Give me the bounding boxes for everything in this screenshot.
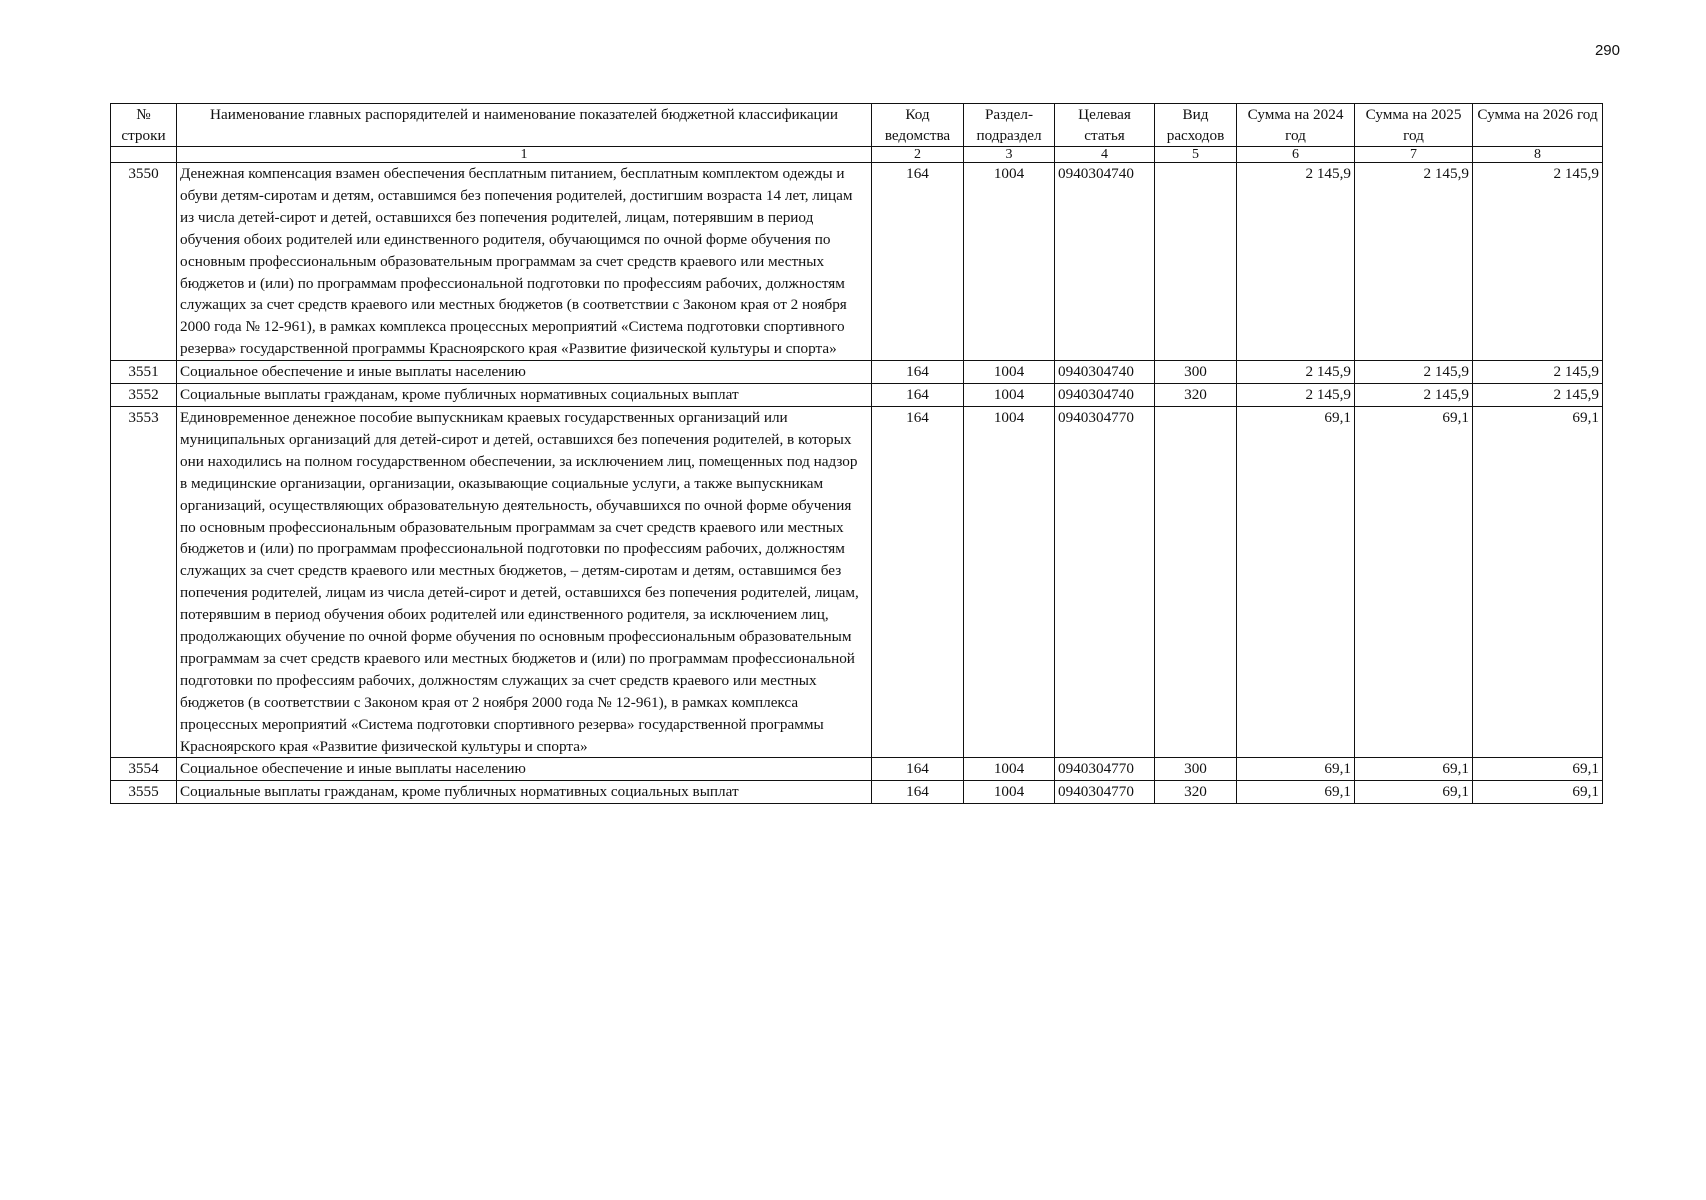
row-sum-2026: 2 145,9 bbox=[1473, 384, 1603, 407]
row-name: Социальные выплаты гражданам, кроме публичных нормативных социальных выплат bbox=[177, 384, 872, 407]
column-number: 5 bbox=[1155, 147, 1237, 163]
header-sum-2025: Сумма на 2025 год bbox=[1355, 104, 1473, 147]
row-expense-kind bbox=[1155, 163, 1237, 361]
row-dept-code: 164 bbox=[872, 758, 964, 781]
column-number: 8 bbox=[1473, 147, 1603, 163]
row-expense-kind bbox=[1155, 406, 1237, 758]
row-sum-2024: 2 145,9 bbox=[1237, 384, 1355, 407]
header-row bbox=[111, 104, 1603, 147]
row-sum-2026: 2 145,9 bbox=[1473, 361, 1603, 384]
row-name: Единовременное денежное пособие выпускникам краевых государственных организаций или муниципальных организаций для детей-сирот и детей, оставшихся без попечения родителей, в которых они находились на полном государственном обеспечении, за исключением лиц, помещенных под надзор в медицинские организации, организации, оказывающие социальные услуги, а также выпускникам организаций, осуществляющих образовательную деятельность, обучавшихся по очной форме обучения по основным профессиональным образовательным программам за счет средств краевого или местных бюджетов и (или) по программам профессиональной подготовки по профессиям рабочих, должностям служащих за счет средств краевого или местных бюджетов, – детям-сиротам и детям, оставшимся без попечения родителей, лицам из числа детей-сирот и детей, оставшихся без попечения родителей, лицам, потерявшим в период обучения обоих родителей или единственного родителя, за исключением лиц, продолжающих обучение по очной форме обучения по основным профессиональным образовательным программам за счет средств краевого или местных бюджетов и (или) по программам профессиональной подготовки по профессиям рабочих, должностям служащих за счет средств краевого или местных бюджетов (в соответствии с Законом края от 2 ноября 2000 года № 12-961), в рамках комплекса процессных мероприятий «Система подготовки спортивного резерва» государственной программы Красноярского края «Развитие физической культуры и спорта» bbox=[177, 406, 872, 758]
row-target-article: 0940304740 bbox=[1055, 163, 1155, 361]
row-name: Социальные выплаты гражданам, кроме публичных нормативных социальных выплат bbox=[177, 781, 872, 804]
row-name: Социальное обеспечение и иные выплаты населению bbox=[177, 758, 872, 781]
row-sum-2026: 69,1 bbox=[1473, 406, 1603, 758]
row-dept-code: 164 bbox=[872, 361, 964, 384]
header-expense-kind: Вид расходов bbox=[1155, 104, 1237, 147]
row-number: 3551 bbox=[111, 361, 177, 384]
header-sum-2026: Сумма на 2026 год bbox=[1473, 104, 1603, 147]
table-row bbox=[111, 163, 1603, 361]
row-name: Социальное обеспечение и иные выплаты населению bbox=[177, 361, 872, 384]
row-target-article: 0940304770 bbox=[1055, 758, 1155, 781]
row-dept-code: 164 bbox=[872, 781, 964, 804]
row-expense-kind: 300 bbox=[1155, 361, 1237, 384]
row-target-article: 0940304740 bbox=[1055, 361, 1155, 384]
row-dept-code: 164 bbox=[872, 384, 964, 407]
table-row bbox=[111, 781, 1603, 804]
header-target-article: Целевая статья bbox=[1055, 104, 1155, 147]
column-number bbox=[111, 147, 177, 163]
row-sum-2026: 69,1 bbox=[1473, 758, 1603, 781]
row-expense-kind: 300 bbox=[1155, 758, 1237, 781]
table-row bbox=[111, 758, 1603, 781]
row-number: 3553 bbox=[111, 406, 177, 758]
column-number: 7 bbox=[1355, 147, 1473, 163]
row-target-article: 0940304740 bbox=[1055, 384, 1155, 407]
row-section: 1004 bbox=[964, 781, 1055, 804]
row-sum-2025: 69,1 bbox=[1355, 781, 1473, 804]
table-row bbox=[111, 361, 1603, 384]
row-section: 1004 bbox=[964, 758, 1055, 781]
row-sum-2025: 2 145,9 bbox=[1355, 361, 1473, 384]
row-section: 1004 bbox=[964, 361, 1055, 384]
row-sum-2024: 2 145,9 bbox=[1237, 361, 1355, 384]
header-name: Наименование главных распорядителей и наименование показателей бюджетной классификации bbox=[177, 104, 872, 147]
row-number: 3550 bbox=[111, 163, 177, 361]
row-sum-2025: 69,1 bbox=[1355, 758, 1473, 781]
row-sum-2026: 69,1 bbox=[1473, 781, 1603, 804]
row-sum-2024: 69,1 bbox=[1237, 758, 1355, 781]
header-section: Раздел-подраздел bbox=[964, 104, 1055, 147]
row-sum-2024: 2 145,9 bbox=[1237, 163, 1355, 361]
header-row-no: № строки bbox=[111, 104, 177, 147]
budget-table bbox=[110, 103, 1603, 804]
row-section: 1004 bbox=[964, 163, 1055, 361]
row-number: 3552 bbox=[111, 384, 177, 407]
table-row bbox=[111, 384, 1603, 407]
row-number: 3554 bbox=[111, 758, 177, 781]
row-sum-2025: 2 145,9 bbox=[1355, 163, 1473, 361]
row-sum-2026: 2 145,9 bbox=[1473, 163, 1603, 361]
row-number: 3555 bbox=[111, 781, 177, 804]
column-number: 1 bbox=[177, 147, 872, 163]
column-number-row bbox=[111, 147, 1603, 163]
row-section: 1004 bbox=[964, 406, 1055, 758]
column-number: 2 bbox=[872, 147, 964, 163]
row-dept-code: 164 bbox=[872, 406, 964, 758]
column-number: 6 bbox=[1237, 147, 1355, 163]
row-sum-2025: 69,1 bbox=[1355, 406, 1473, 758]
column-number: 3 bbox=[964, 147, 1055, 163]
page-number: 290 bbox=[1594, 42, 1620, 59]
row-sum-2024: 69,1 bbox=[1237, 406, 1355, 758]
row-expense-kind: 320 bbox=[1155, 384, 1237, 407]
row-expense-kind: 320 bbox=[1155, 781, 1237, 804]
row-target-article: 0940304770 bbox=[1055, 781, 1155, 804]
row-sum-2025: 2 145,9 bbox=[1355, 384, 1473, 407]
table-row bbox=[111, 406, 1603, 758]
row-target-article: 0940304770 bbox=[1055, 406, 1155, 758]
row-dept-code: 164 bbox=[872, 163, 964, 361]
header-sum-2024: Сумма на 2024 год bbox=[1237, 104, 1355, 147]
row-name: Денежная компенсация взамен обеспечения бесплатным питанием, бесплатным комплектом одежды и обуви детям-сиротам и детям, оставшимся без попечения родителей, достигшим возраста 14 лет, лицам из числа детей-сирот и детей, оставшихся без попечения родителей, лицам, потерявшим в период обучения обоих родителей или единственного родителя, обучающимся по очной форме обучения по основным профессиональным образовательным программам за счет средств краевого или местных бюджетов и (или) по программам профессиональной подготовки по профессиям рабочих, должностям служащих за счет средств краевого или местных бюджетов (в соответствии с Законом края от 2 ноября 2000 года № 12-961), в рамках комплекса процессных мероприятий «Система подготовки спортивного резерва» государственной программы Красноярского края «Развитие физической культуры и спорта» bbox=[177, 163, 872, 361]
row-section: 1004 bbox=[964, 384, 1055, 407]
column-number: 4 bbox=[1055, 147, 1155, 163]
row-sum-2024: 69,1 bbox=[1237, 781, 1355, 804]
header-dept-code: Код ведомства bbox=[872, 104, 964, 147]
